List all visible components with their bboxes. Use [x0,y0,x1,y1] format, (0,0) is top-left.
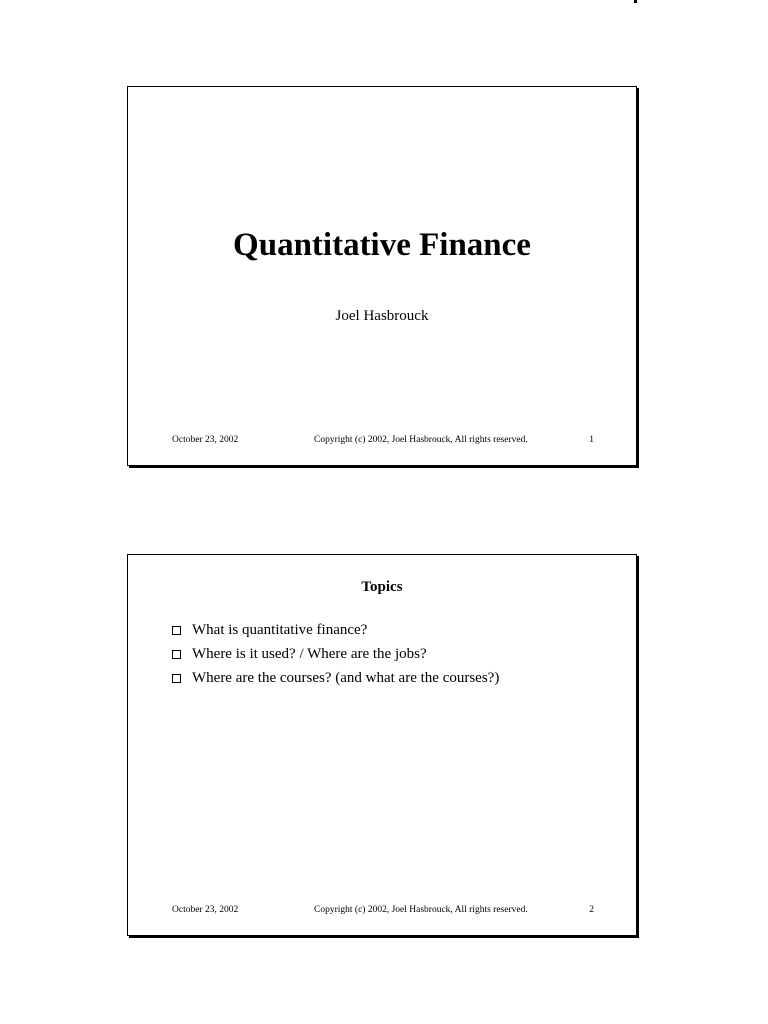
bullet-item [172,666,499,690]
footer-copyright: Copyright (c) 2002, Joel Hasbrouck, All rights reserved. [314,905,528,915]
footer-page-number: 2 [589,905,594,915]
footer-date: October 23, 2002 [172,905,239,915]
bullet-text: Where are the courses? (and what are the courses?) [192,669,500,686]
checkbox-bullet-icon [172,674,181,683]
bullet-list [172,618,499,690]
slide-1 [127,86,637,466]
bullet-item [172,642,499,666]
footer-date: October 23, 2002 [172,435,239,445]
bullet-text: Where is it used? / Where are the jobs? [192,645,427,662]
slide-footer [172,905,594,919]
footer-copyright: Copyright (c) 2002, Joel Hasbrouck, All rights reserved. [314,435,528,445]
slide-2 [127,554,637,936]
page-corner-mark [634,0,637,3]
bullet-item [172,618,499,642]
footer-page-number: 1 [589,435,594,445]
bullet-text: What is quantitative finance? [192,621,368,638]
slide-title: Quantitative Finance [233,227,531,263]
checkbox-bullet-icon [172,650,181,659]
slide-footer [172,435,594,449]
slide-heading: Topics [361,579,403,595]
checkbox-bullet-icon [172,626,181,635]
slide-author: Joel Hasbrouck [335,308,429,324]
